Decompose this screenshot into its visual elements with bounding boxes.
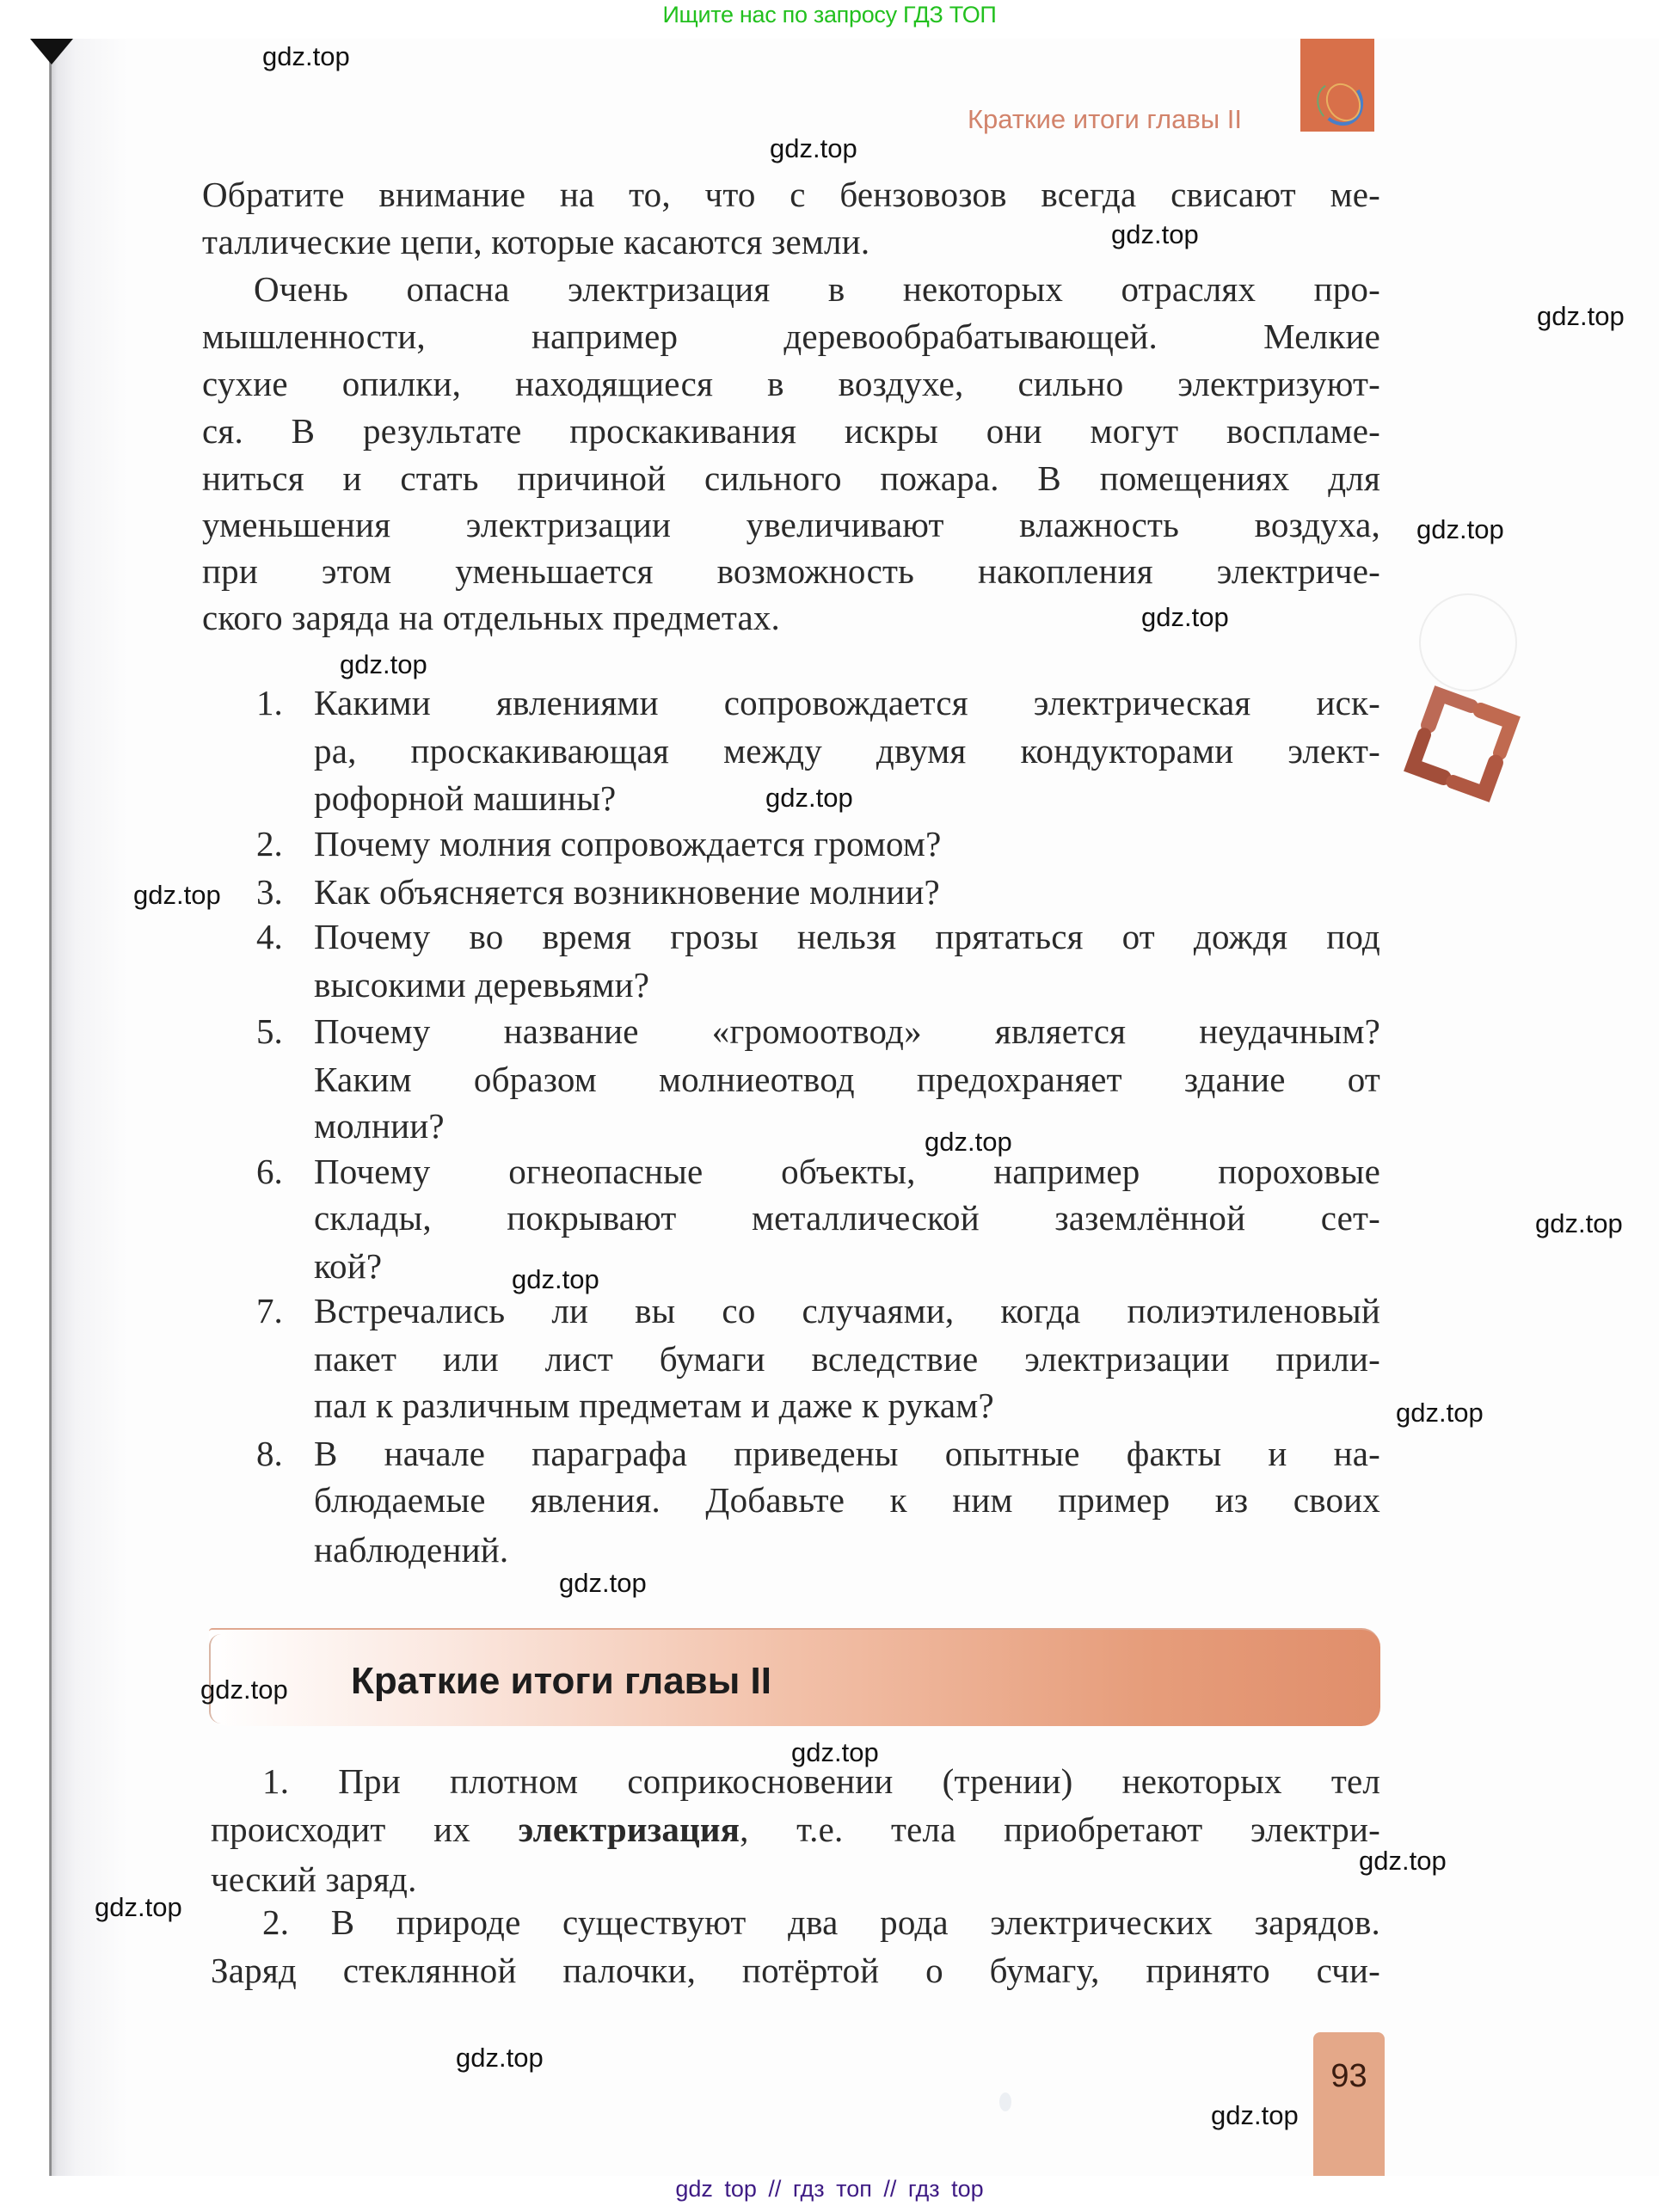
question-line: Почему во время грозы нельзя прятаться от дождя под — [314, 917, 1380, 956]
summary-line: Заряд стеклянной палочки, потёртой о бумагу, принято счи- — [211, 1951, 1380, 1990]
watermark: gdz.top — [1537, 301, 1625, 331]
key-term-electrization: электризация — [518, 1810, 740, 1849]
watermark: gdz.top — [770, 133, 857, 163]
question-line: пакет или лист бумаги вследствие электризации прили- — [314, 1339, 1380, 1379]
watermark: gdz.top — [1359, 1846, 1447, 1876]
summary-text: происходит их — [211, 1810, 519, 1849]
question-number: 6. — [256, 1152, 283, 1191]
page-number-tab — [1313, 2032, 1385, 2176]
question-line: Каким образом молниеотвод предохраняет здание от — [314, 1060, 1380, 1099]
watermark: gdz.top — [1535, 1208, 1623, 1238]
question-line: наблюдений. — [314, 1530, 509, 1570]
watermark: gdz.top — [95, 1892, 182, 1922]
question-number: 7. — [256, 1291, 283, 1330]
running-head-title: Краткие итоги главы II — [968, 104, 1242, 134]
summary-line: ческий заряд. — [211, 1859, 417, 1899]
paragraph-line: таллические цепи, которые касаются земли. — [202, 222, 870, 261]
paragraph-line: уменьшения электризации увеличивают влажность воздуха, — [202, 505, 1380, 544]
watermark: gdz.top — [262, 41, 350, 71]
scan-artifact-dot — [999, 2092, 1011, 2111]
question-line: Почему огнеопасные объекты, например пороховые — [314, 1152, 1380, 1191]
watermark: gdz.top — [559, 1568, 647, 1598]
watermark: gdz.top — [925, 1127, 1012, 1157]
watermark: gdz.top — [765, 783, 853, 813]
paragraph-line: при этом уменьшается возможность накопления электриче- — [202, 551, 1380, 591]
question-line: пал к различным предметам и даже к рукам? — [314, 1386, 994, 1425]
watermark: gdz.top — [791, 1737, 879, 1767]
summary-line: 2. В природе существуют два рода электрических зарядов. — [262, 1902, 1380, 1942]
watermark: gdz.top — [200, 1674, 288, 1705]
summary-line — [211, 1812, 1380, 1847]
watermark: gdz.top — [1396, 1398, 1484, 1428]
question-line: ра, проскакивающая между двумя кондукторами элект- — [314, 731, 1380, 771]
paragraph-line: ского заряда на отдельных предметах. — [202, 598, 780, 637]
question-number: 8. — [256, 1434, 283, 1473]
question-line: рофорной машины? — [314, 778, 617, 818]
swirl-logo-icon — [1300, 39, 1374, 132]
summary-text: , т.е. тела приобретают электри- — [740, 1810, 1380, 1849]
question-number: 2. — [256, 824, 283, 863]
paragraph-line: Очень опасна электризация в некоторых отраслях про- — [254, 269, 1380, 309]
paragraph-line: Обратите внимание на то, что с бензовозов всегда свисают ме- — [202, 175, 1380, 214]
question-number: 1. — [256, 683, 283, 722]
question-line: склады, покрывают металлической заземлённой сет- — [314, 1198, 1380, 1238]
watermark: gdz.top — [340, 649, 427, 679]
question-line: блюдаемые явления. Добавьте к ним пример из своих — [314, 1480, 1380, 1520]
watermark: gdz.top — [456, 2043, 544, 2073]
watermark: gdz.top — [133, 880, 221, 910]
question-line: Какими явлениями сопровождается электрическая иск- — [314, 683, 1380, 722]
book-spine-shadow — [50, 39, 127, 2176]
watermark: gdz.top — [512, 1264, 599, 1294]
page-corner-marker — [30, 39, 73, 65]
question-line: Почему название «громоотвод» является неудачным? — [314, 1011, 1380, 1051]
watermark: gdz.top — [1111, 219, 1199, 249]
book-spine-edge — [49, 60, 52, 2176]
paragraph-line: мышленности, например деревообрабатывающей. Мелкие — [202, 316, 1380, 356]
chapter-color-block — [1300, 39, 1374, 132]
watermark: gdz.top — [1141, 602, 1229, 632]
summary-title: Краткие итоги главы II — [351, 1660, 771, 1702]
question-number: 4. — [256, 917, 283, 956]
watermark: gdz.top — [1211, 2100, 1299, 2130]
corner-brackets-icon — [1398, 679, 1527, 808]
paragraph-line: ся. В результате проскакивания искры они могут воспламе- — [202, 411, 1380, 451]
paragraph-line: сухие опилки, находящиеся в воздухе, сильно электризуют- — [202, 364, 1380, 403]
question-line: молнии? — [314, 1106, 445, 1146]
summary-line: 1. При плотном соприкосновении (трении) некоторых тел — [262, 1761, 1380, 1801]
site-links-banner: gdz top // гдз топ // гдз top — [675, 2176, 984, 2202]
search-hint-banner: Ищите нас по запросу ГДЗ ТОП — [662, 2, 997, 28]
page-number: 93 — [1330, 2058, 1367, 2094]
question-line: кой? — [314, 1246, 383, 1286]
question-line: высокими деревьями? — [314, 965, 650, 1005]
question-number: 5. — [256, 1011, 283, 1051]
faded-bleedthrough-circle — [1419, 593, 1517, 691]
paragraph-line: ниться и стать причиной сильного пожара. В помещениях для — [202, 458, 1380, 498]
watermark: gdz.top — [1416, 514, 1504, 544]
question-line: Встречались ли вы со случаями, когда полиэтиленовый — [314, 1291, 1380, 1330]
question-number: 3. — [256, 872, 283, 912]
question-line: Почему молния сопровождается громом? — [314, 824, 942, 863]
question-line: Как объясняется возникновение молнии? — [314, 872, 940, 912]
question-line: В начале параграфа приведены опытные факты и на- — [314, 1434, 1380, 1473]
